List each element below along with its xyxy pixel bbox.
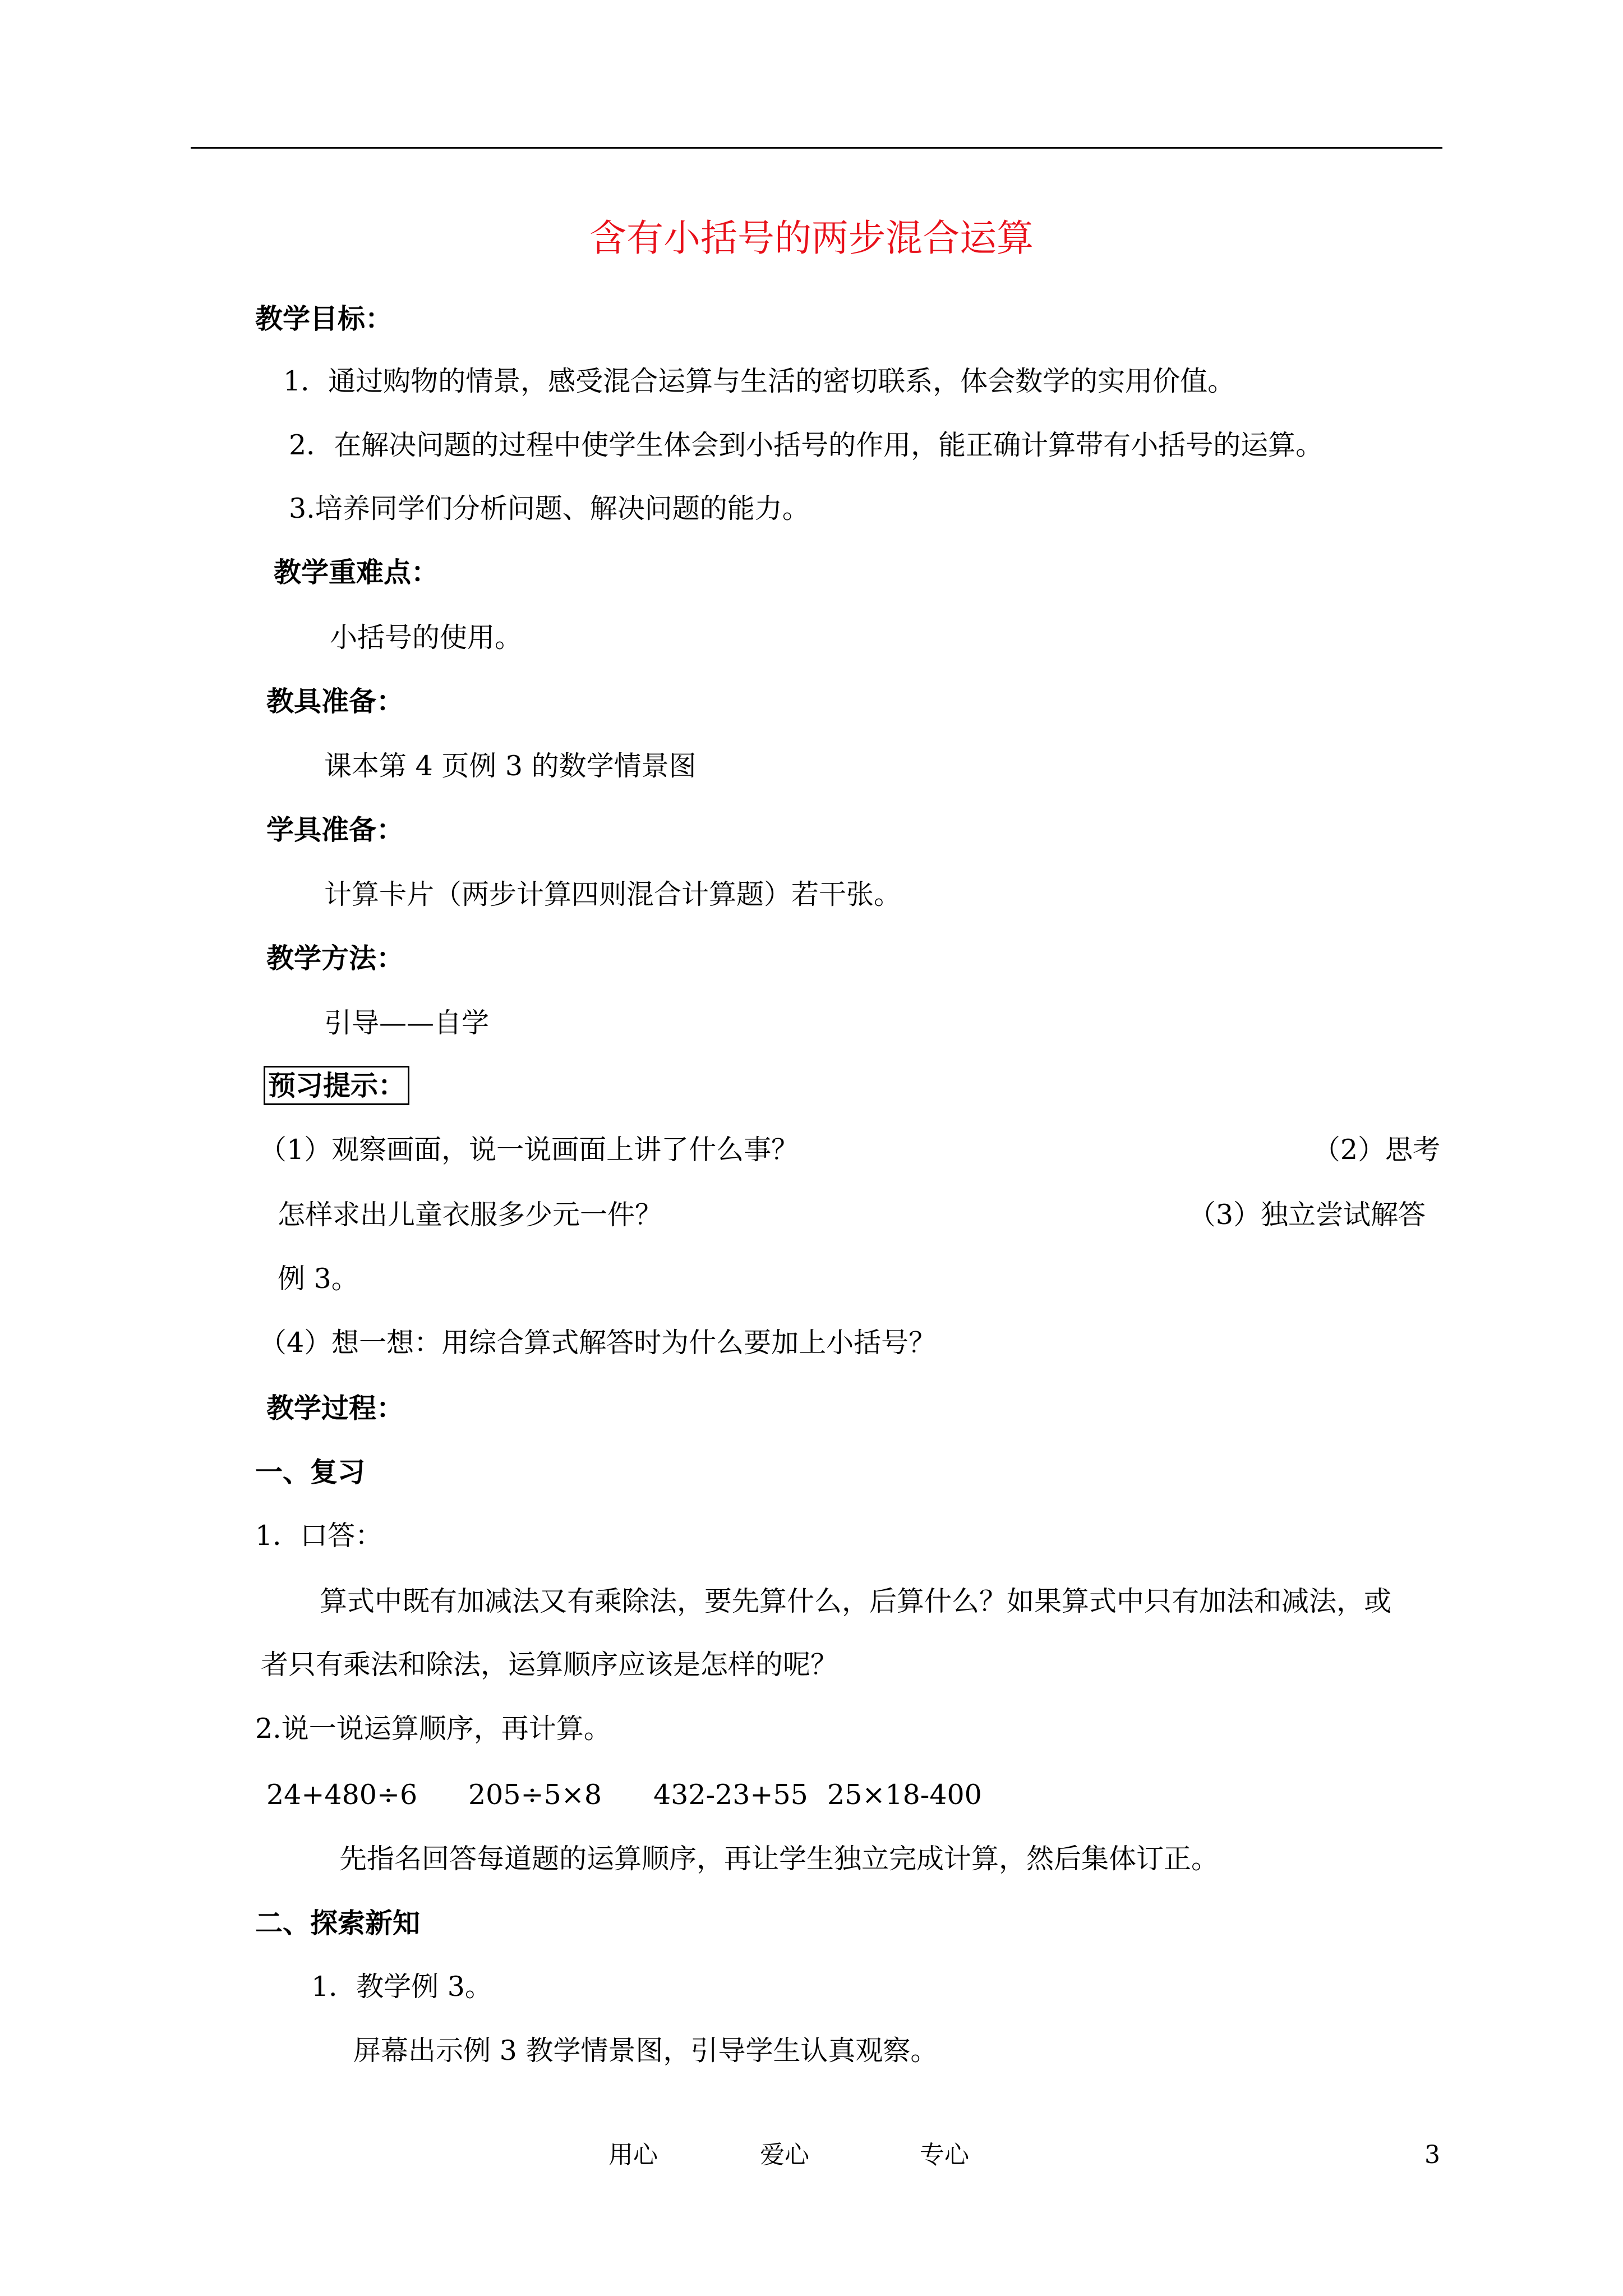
say-order-text: 2.说一说运算顺序，再计算。 <box>255 1713 611 1745</box>
section-review-heading: 一、复习 <box>255 1456 366 1488</box>
oral-question-line-1: 算式中既有加减法又有乘除法，要先算什么，后算什么？如果算式中只有加法和减法，或 <box>320 1585 1392 1617</box>
oral-question-line-2: 者只有乘法和除法，运算顺序应该是怎样的呢？ <box>261 1649 838 1681</box>
teacher-tools-text: 课本第 4 页例 3 的数学情景图 <box>324 750 697 782</box>
method-heading: 教学方法： <box>266 942 404 974</box>
footer-word-1: 用心 <box>608 2141 658 2169</box>
instruction-text: 先指名回答每道题的运算顺序，再让学生独立完成计算，然后集体订正。 <box>339 1843 1219 1875</box>
preview-line-2-left: 怎样求出儿童衣服多少元一件？ <box>278 1199 663 1231</box>
preview-line-2-right: （3）独立尝试解答 <box>1188 1199 1426 1231</box>
student-tools-text: 计算卡片（两步计算四则混合计算题）若干张。 <box>324 878 902 910</box>
preview-heading: 预习提示： <box>268 1069 406 1102</box>
preview-line-1-left: （1）观察画面，说一说画面上讲了什么事？ <box>259 1134 799 1166</box>
objectives-heading: 教学目标： <box>255 302 393 335</box>
example-label: 1．教学例 3。 <box>311 1971 492 2003</box>
key-points-text: 小括号的使用。 <box>330 622 523 654</box>
process-heading: 教学过程： <box>266 1392 404 1424</box>
document-title: 含有小括号的两步混合运算 <box>589 217 1034 260</box>
section-explore-heading: 二、探索新知 <box>255 1907 421 1939</box>
objective-item-3: 3.培养同学们分析问题、解决问题的能力。 <box>289 493 810 524</box>
preview-line-3: 例 3。 <box>278 1263 359 1295</box>
method-text: 引导——自学 <box>324 1007 490 1039</box>
teacher-tools-heading: 教具准备： <box>266 685 404 717</box>
footer-word-2: 爱心 <box>760 2141 809 2169</box>
preview-line-1-right: （2）思考 <box>1312 1134 1440 1166</box>
exercise-3: 432-23+55 <box>653 1779 808 1811</box>
page-number: 3 <box>1424 2141 1440 2169</box>
objective-item-2: 2．在解决问题的过程中使学生体会到小括号的作用，能正确计算带有小括号的运算。 <box>289 429 1324 461</box>
student-tools-heading: 学具准备： <box>266 813 404 846</box>
exercise-4: 25×18-400 <box>827 1779 982 1811</box>
header-rule <box>191 147 1442 149</box>
oral-answer-label: 1．口答： <box>255 1520 383 1552</box>
footer-word-3: 专心 <box>920 2141 969 2169</box>
exercise-2: 205÷5×8 <box>468 1779 602 1811</box>
preview-line-4: （4）想一想：用综合算式解答时为什么要加上小括号？ <box>259 1327 937 1359</box>
objective-item-1: 1．通过购物的情景，感受混合运算与生活的密切联系，体会数学的实用价值。 <box>283 365 1235 397</box>
example-text: 屏幕出示例 3 教学情景图，引导学生认真观察。 <box>353 2035 938 2067</box>
exercise-1: 24+480÷6 <box>266 1779 418 1811</box>
key-points-heading: 教学重难点： <box>274 556 439 588</box>
